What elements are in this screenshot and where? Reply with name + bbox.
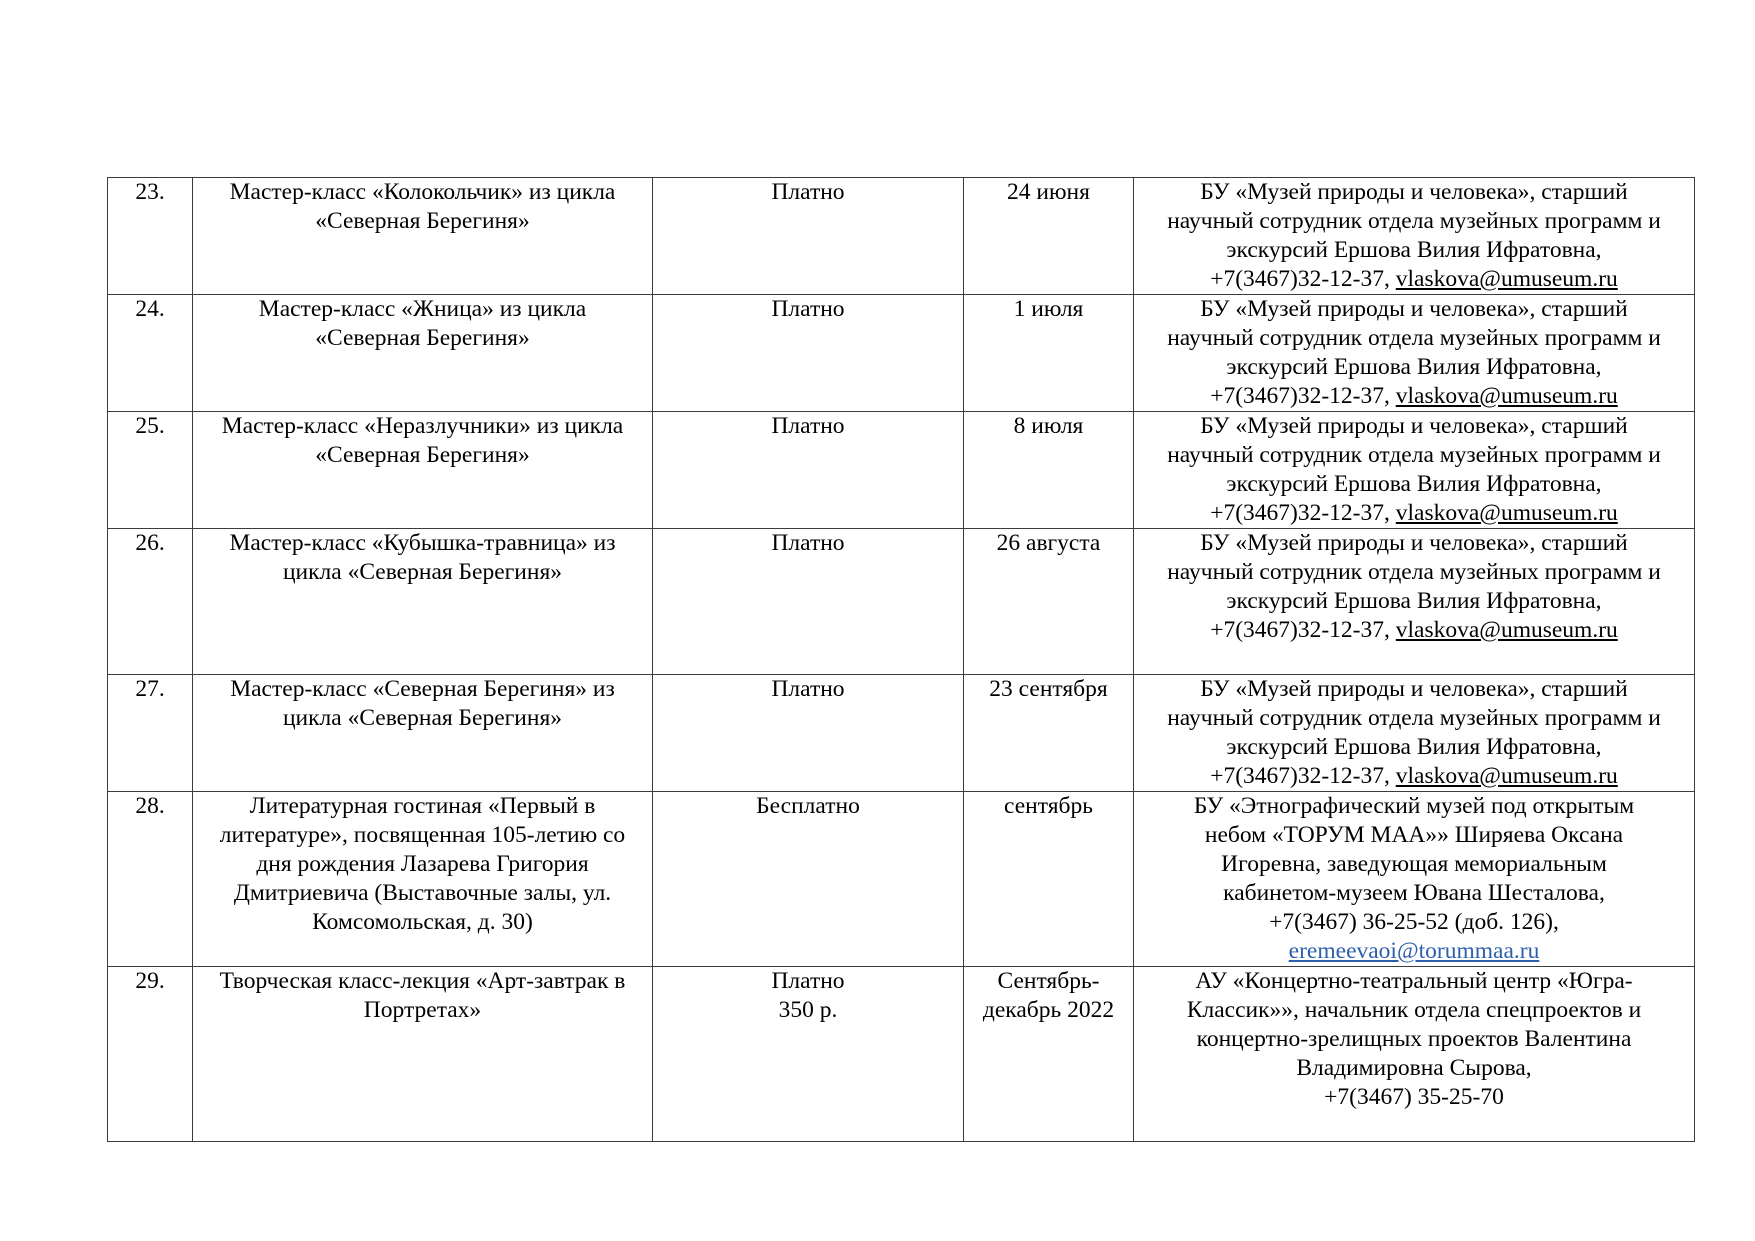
contact-line: АУ «Концертно-театральный центр «Югра- bbox=[1195, 968, 1633, 994]
event-name-cell bbox=[193, 412, 653, 529]
row-number: 24. bbox=[135, 296, 165, 322]
event-name-line: Комсомольская, д. 30) bbox=[312, 909, 533, 935]
row-number: 27. bbox=[135, 676, 165, 702]
contact-line: научный сотрудник отдела музейных программ и bbox=[1167, 442, 1661, 468]
cost-cell bbox=[653, 178, 964, 295]
contact-line: научный сотрудник отдела музейных программ и bbox=[1167, 325, 1661, 351]
event-name-cell bbox=[193, 178, 653, 295]
contact-cell bbox=[1134, 178, 1695, 295]
cost-line: Платно bbox=[771, 413, 845, 439]
contact-line: экскурсий Ершова Вилия Ифратовна, bbox=[1226, 734, 1602, 760]
event-name-line: Мастер-класс «Колокольчик» из цикла bbox=[229, 179, 616, 205]
contact-email-link[interactable]: vlaskova@umuseum.ru bbox=[1395, 500, 1618, 526]
event-name-line: Мастер-класс «Неразлучники» из цикла bbox=[221, 413, 624, 439]
contact-line: концертно-зрелищных проектов Валентина bbox=[1196, 1026, 1632, 1052]
event-name-line: Творческая класс-лекция «Арт-завтрак в bbox=[219, 968, 626, 994]
event-name-line: Мастер-класс «Жница» из цикла bbox=[258, 296, 587, 322]
contact-phone: +7(3467)32-12-37, bbox=[1210, 500, 1396, 526]
event-name-cell bbox=[193, 967, 653, 1142]
contact-line: научный сотрудник отдела музейных программ и bbox=[1167, 559, 1661, 585]
event-name-line: литературе», посвященная 105-летию со bbox=[219, 822, 626, 848]
table-row bbox=[108, 675, 1695, 792]
contact-line: экскурсий Ершова Вилия Ифратовна, bbox=[1226, 588, 1602, 614]
contact-cell bbox=[1134, 529, 1695, 675]
contact-phone-email-line bbox=[1143, 382, 1685, 411]
contact-line: БУ «Музей природы и человека», старший bbox=[1200, 530, 1628, 556]
date-cell bbox=[964, 792, 1134, 967]
contact-phone-email-line bbox=[1143, 937, 1685, 966]
contact-line: кабинетом-музеем Ювана Шесталова, bbox=[1223, 880, 1605, 906]
contact-line: Классик»», начальник отдела спецпроектов и bbox=[1186, 997, 1642, 1023]
contact-phone: +7(3467)32-12-37, bbox=[1210, 266, 1396, 292]
event-name-line: Литературная гостиная «Первый в bbox=[249, 793, 596, 819]
contact-line: БУ «Музей природы и человека», старший bbox=[1200, 179, 1628, 205]
table-row bbox=[108, 412, 1695, 529]
date-cell bbox=[964, 675, 1134, 792]
event-name-cell bbox=[193, 529, 653, 675]
contact-phone: +7(3467)32-12-37, bbox=[1210, 617, 1396, 643]
contact-email-link[interactable]: vlaskova@umuseum.ru bbox=[1395, 383, 1618, 409]
contact-line: научный сотрудник отдела музейных программ и bbox=[1167, 705, 1661, 731]
event-name-line: «Северная Берегиня» bbox=[315, 442, 530, 468]
date-cell bbox=[964, 412, 1134, 529]
contact-phone-email-line bbox=[1143, 616, 1685, 645]
contact-cell bbox=[1134, 792, 1695, 967]
event-name-line: «Северная Берегиня» bbox=[315, 325, 530, 351]
contact-line: Владимировна Сырова, bbox=[1296, 1055, 1532, 1081]
row-number: 28. bbox=[135, 793, 165, 819]
cost-cell bbox=[653, 675, 964, 792]
event-name-line: цикла «Северная Берегиня» bbox=[282, 705, 563, 731]
contact-cell bbox=[1134, 295, 1695, 412]
contact-line: экскурсий Ершова Вилия Ифратовна, bbox=[1226, 471, 1602, 497]
event-name-line: дня рождения Лазарева Григория bbox=[256, 851, 589, 877]
cost-cell bbox=[653, 792, 964, 967]
contact-line: +7(3467) 35-25-70 bbox=[1324, 1084, 1504, 1110]
date-line: 24 июня bbox=[1007, 179, 1090, 205]
row-number: 25. bbox=[135, 413, 165, 439]
events-table-body bbox=[108, 178, 1695, 1142]
cost-cell bbox=[653, 967, 964, 1142]
cost-cell bbox=[653, 529, 964, 675]
cost-line: Платно bbox=[771, 676, 845, 702]
date-cell bbox=[964, 529, 1134, 675]
event-name-cell bbox=[193, 295, 653, 412]
contact-line: Игоревна, заведующая мемориальным bbox=[1221, 851, 1607, 877]
contact-email-link[interactable]: vlaskova@umuseum.ru bbox=[1395, 266, 1618, 292]
contact-email-link[interactable]: eremeevaoi@torummaa.ru bbox=[1288, 938, 1540, 964]
contact-line: экскурсий Ершова Вилия Ифратовна, bbox=[1226, 354, 1602, 380]
cost-line: Платно bbox=[771, 296, 845, 322]
row-number-cell bbox=[108, 412, 193, 529]
cost-cell bbox=[653, 412, 964, 529]
row-number-cell bbox=[108, 529, 193, 675]
date-cell bbox=[964, 967, 1134, 1142]
contact-line: БУ «Этнографический музей под открытым bbox=[1193, 793, 1635, 819]
events-table bbox=[107, 177, 1695, 1142]
cost-line: Платно bbox=[771, 530, 845, 556]
date-line: 23 сентября bbox=[989, 676, 1108, 702]
contact-line: небом «ТОРУМ МАА»» Ширяева Оксана bbox=[1204, 822, 1624, 848]
contact-line: +7(3467) 36-25-52 (доб. 126), bbox=[1269, 909, 1559, 935]
contact-cell bbox=[1134, 675, 1695, 792]
contact-phone-email-line bbox=[1143, 265, 1685, 294]
event-name-line: цикла «Северная Берегиня» bbox=[282, 559, 563, 585]
row-number-cell bbox=[108, 967, 193, 1142]
date-line: декабрь 2022 bbox=[982, 997, 1115, 1023]
cost-line: Бесплатно bbox=[756, 793, 860, 819]
date-cell bbox=[964, 178, 1134, 295]
table-row bbox=[108, 792, 1695, 967]
contact-line: БУ «Музей природы и человека», старший bbox=[1200, 413, 1628, 439]
contact-line: экскурсий Ершова Вилия Ифратовна, bbox=[1226, 237, 1602, 263]
table-row bbox=[108, 295, 1695, 412]
contact-cell bbox=[1134, 412, 1695, 529]
event-name-line: Дмитриевича (Выставочные залы, ул. bbox=[233, 880, 612, 906]
table-row bbox=[108, 967, 1695, 1142]
contact-phone: +7(3467)32-12-37, bbox=[1210, 763, 1396, 789]
row-number: 26. bbox=[135, 530, 165, 556]
date-line: 26 августа bbox=[996, 530, 1101, 556]
event-name-line: Портретах» bbox=[363, 997, 482, 1023]
date-line: 1 июля bbox=[1013, 296, 1084, 322]
event-name-cell bbox=[193, 675, 653, 792]
date-line: 8 июля bbox=[1013, 413, 1084, 439]
contact-email-link[interactable]: vlaskova@umuseum.ru bbox=[1395, 763, 1618, 789]
row-number-cell bbox=[108, 295, 193, 412]
cost-cell bbox=[653, 295, 964, 412]
cost-line: Платно bbox=[771, 179, 845, 205]
contact-cell bbox=[1134, 967, 1695, 1142]
date-line: Сентябрь- bbox=[997, 968, 1100, 994]
contact-phone-email-line bbox=[1143, 762, 1685, 791]
event-name-line: Мастер-класс «Северная Берегиня» из bbox=[230, 676, 615, 702]
row-number-cell bbox=[108, 792, 193, 967]
contact-phone: +7(3467)32-12-37, bbox=[1210, 383, 1396, 409]
event-name-line: «Северная Берегиня» bbox=[315, 208, 530, 234]
event-name-line: Мастер-класс «Кубышка-травница» из bbox=[229, 530, 616, 556]
contact-phone-email-line bbox=[1143, 499, 1685, 528]
contact-email-link[interactable]: vlaskova@umuseum.ru bbox=[1395, 617, 1618, 643]
contact-line: БУ «Музей природы и человека», старший bbox=[1200, 676, 1628, 702]
row-number: 23. bbox=[135, 179, 165, 205]
event-name-cell bbox=[193, 792, 653, 967]
cost-line: Платно bbox=[771, 968, 845, 994]
date-line: сентябрь bbox=[1004, 793, 1093, 819]
row-number-cell bbox=[108, 675, 193, 792]
date-cell bbox=[964, 295, 1134, 412]
row-number: 29. bbox=[135, 968, 165, 994]
contact-line: БУ «Музей природы и человека», старший bbox=[1200, 296, 1628, 322]
contact-line: научный сотрудник отдела музейных программ и bbox=[1167, 208, 1661, 234]
cost-line: 350 р. bbox=[778, 997, 838, 1023]
row-number-cell bbox=[108, 178, 193, 295]
table-row bbox=[108, 529, 1695, 675]
table-row bbox=[108, 178, 1695, 295]
